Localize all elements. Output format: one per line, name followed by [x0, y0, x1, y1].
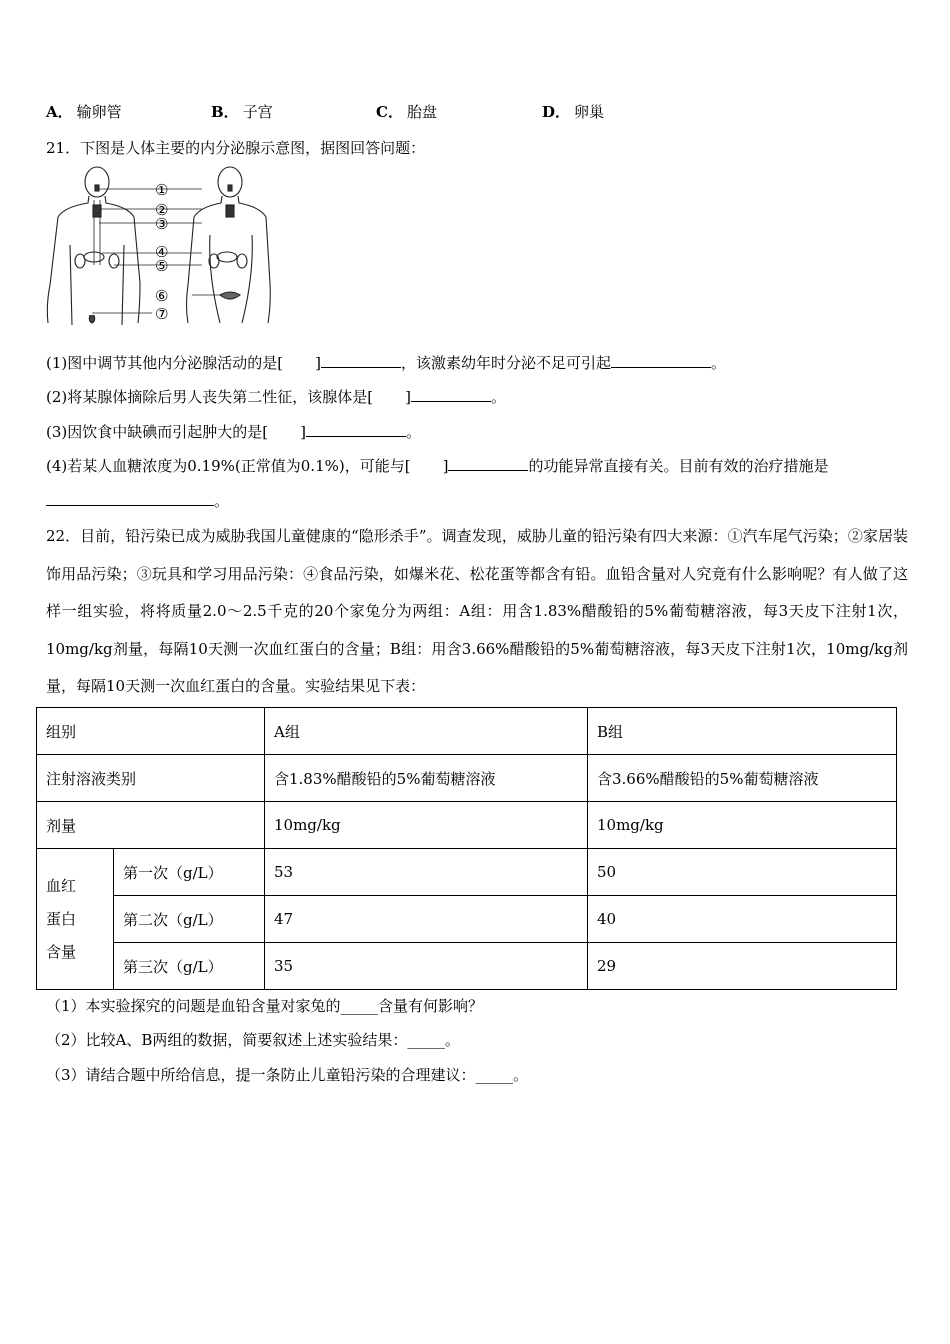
table-cell: 29	[588, 943, 897, 990]
table-cell: 剂量	[37, 802, 265, 849]
figure-label-2: ②	[155, 201, 169, 219]
table-row	[37, 943, 897, 990]
figure-label-1: ①	[155, 181, 169, 199]
table-cell: 10mg/kg	[265, 802, 588, 849]
table-row	[37, 708, 897, 755]
answer-blank[interactable]	[321, 352, 401, 368]
table-row	[37, 802, 897, 849]
table-row	[37, 849, 897, 896]
answer-options	[46, 101, 906, 123]
header-b: B组	[588, 708, 897, 755]
q22-sub3: （3）请结合题中所给信息，提一条防止儿童铅污染的合理建议：_____。	[46, 1066, 529, 1084]
table-cell: 第一次（g/L）	[114, 849, 265, 896]
hemoglobin-label: 血红 蛋白 含量	[37, 849, 114, 990]
table-cell: 50	[588, 849, 897, 896]
table-cell: 35	[265, 943, 588, 990]
option-a[interactable]: A． 输卵管	[46, 103, 122, 121]
answer-blank[interactable]	[448, 455, 528, 471]
endocrine-gland-figure	[42, 165, 274, 332]
figure-label-4: ④	[155, 243, 169, 261]
q22-sub2: （2）比较A、B两组的数据，简要叙述上述实验结果：_____。	[46, 1031, 460, 1049]
table-cell: 第三次（g/L）	[114, 943, 265, 990]
header-a: A组	[265, 708, 588, 755]
figure-label-6: ⑥	[155, 287, 169, 305]
answer-blank[interactable]	[46, 490, 214, 506]
q22-stem: 22．目前，铅污染已成为威胁我国儿童健康的“隐形杀手”。调查发现，威胁儿童的铅污染有四大来源：①汽车尾气污染；②家居装饰用品污染；③玩具和学习用品污染：④食品污染，如爆米花、松花蛋等都含有铅。血铅含量对人究竟有什么影响呢？有人做了这样一组实验，将将质量2.0～2.5千克的20个家兔分为两组：A组：用含1.83%醋酸铅的5%葡萄糖溶液，每3天皮下注射1次，10mg/kg剂量，每隔10天测一次血红蛋白的含量；B组：用含3.66%醋酸铅的5%葡萄糖溶液，每3天皮下注射1次，10mg/kg剂量，每隔10天测一次血红蛋白的含量。实验结果见下表：	[46, 527, 908, 695]
figure-label-7: ⑦	[155, 305, 169, 323]
results-table	[36, 707, 897, 990]
table-row	[37, 896, 897, 943]
figure-label-5: ⑤	[155, 257, 169, 275]
table-cell: 40	[588, 896, 897, 943]
answer-blank[interactable]	[611, 352, 711, 368]
q21-sub1: (1)图中调节其他内分泌腺活动的是[ ] ，该激素幼年时分泌不足可引起 。	[46, 354, 726, 372]
q22-sub1: （1）本实验探究的问题是血铅含量对家兔的_____含量有何影响？	[46, 997, 484, 1015]
q21-sub3: (3)因饮食中缺碘而引起肿大的是[ ] 。	[46, 423, 421, 441]
table-cell: 53	[265, 849, 588, 896]
answer-blank[interactable]	[411, 386, 491, 402]
q21-stem: 21．下图是人体主要的内分泌腺示意图，据图回答问题：	[46, 139, 426, 157]
q21-sub4-cont: 。	[46, 490, 229, 512]
answer-blank[interactable]	[306, 421, 406, 437]
table-cell: 47	[265, 896, 588, 943]
table-cell: 第二次（g/L）	[114, 896, 265, 943]
header-group: 组别	[37, 708, 265, 755]
table-cell: 10mg/kg	[588, 802, 897, 849]
table-cell: 含1.83%醋酸铅的5%葡萄糖溶液	[265, 755, 588, 802]
figure-label-3: ③	[155, 215, 169, 233]
option-b[interactable]: B． 子宫	[211, 103, 273, 121]
q21-sub2: (2)将某腺体摘除后男人丧失第二性征，该腺体是[ ] 。	[46, 388, 506, 406]
option-d[interactable]: D． 卵巢	[542, 103, 605, 121]
option-c[interactable]: C． 胎盘	[376, 103, 437, 121]
q21-sub4: (4)若某人血糖浓度为0.19%(正常值为0.1%)，可能与[ ] 的功能异常直接有关。目前有效的治疗措施是	[46, 457, 829, 475]
table-cell: 注射溶液类别	[37, 755, 265, 802]
table-cell: 含3.66%醋酸铅的5%葡萄糖溶液	[588, 755, 897, 802]
table-row	[37, 755, 897, 802]
